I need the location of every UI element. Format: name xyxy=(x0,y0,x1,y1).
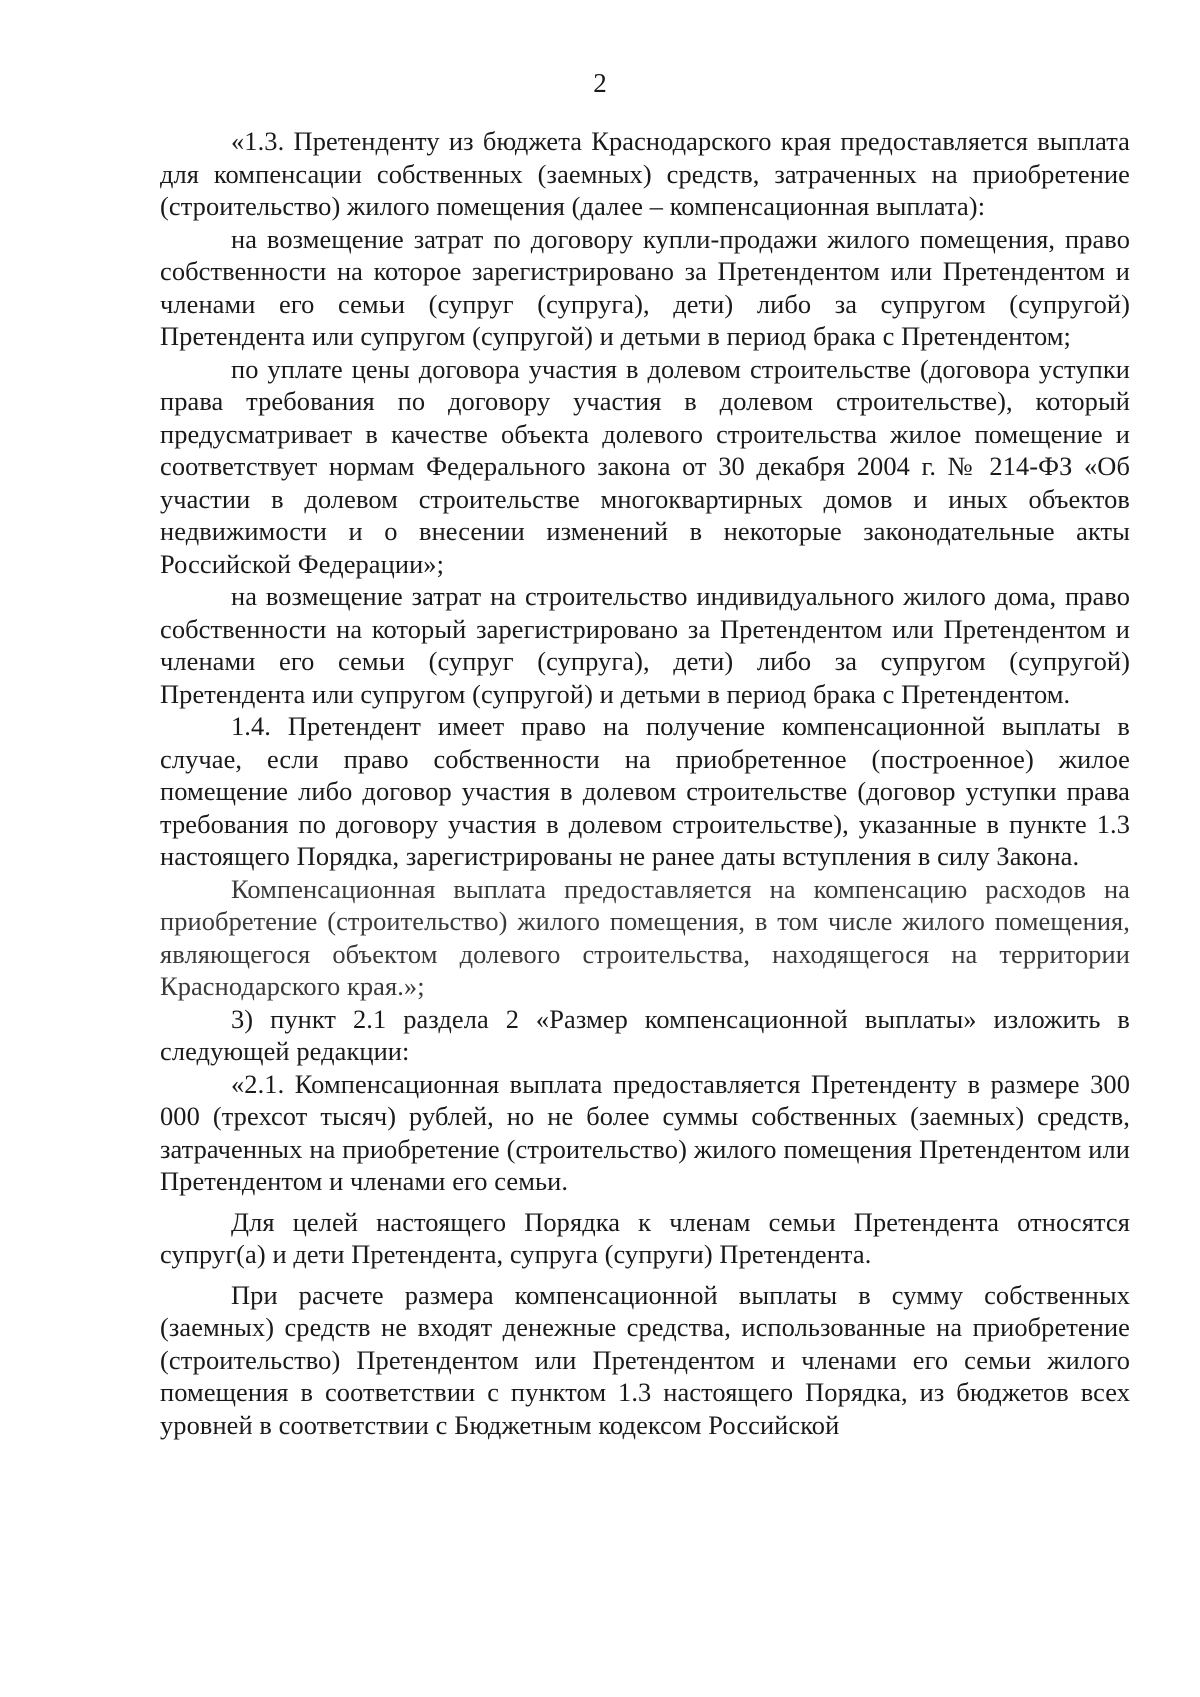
paragraph-item-3: 3) пункт 2.1 раздела 2 «Размер компенсационной выплаты» изложить в следующей редакции: xyxy=(160,1003,1130,1066)
paragraph-2-1: «2.1. Компенсационная выплата предоставляется Претенденту в размере 300 000 (трехсот тысяч) рублей, но не более суммы собственных (заемных) средств, затраченных на приобретение (строительство) жилого помещения Претендентом или Претендентом и членами его семьи. xyxy=(160,1068,1130,1196)
paragraph-purchase-contract: на возмещение затрат по договору купли-продажи жилого помещения, право собственности на которое зарегистрировано за Претендентом или Претендентом и членами его семьи (супруг (супруга), дети) либо за супругом (супругой) Претендента или супругом (супругой) и детьми в период брака с Претендентом; xyxy=(160,223,1130,351)
paragraph-compensation-scope: Компенсационная выплата предоставляется на компенсацию расходов на приобретение (строительство) жилого помещения, в том числе жилого помещения, являющегося объектом долевого строительства, находящегося на территории Краснодарского края.»; xyxy=(160,873,1130,1001)
page-number: 2 xyxy=(593,68,607,98)
document-body xyxy=(160,125,1130,1441)
paragraph-calculation: При расчете размера компенсационной выплаты в сумму собственных (заемных) средств не входят денежные средства, использованные на приобретение (строительство) Претендентом или Претендентом и членами его семьи жилого помещения в соответствии с пунктом 1.3 настоящего Порядка, из бюджетов всех уровней в соответствии с Бюджетным кодексом Российской xyxy=(160,1279,1130,1440)
paragraph-individual-house: на возмещение затрат на строительство индивидуального жилого дома, право собственности на который зарегистрировано за Претендентом или Претендентом и членами его семьи (супруг (супруга), дети) либо за супругом (супругой) Претендента или супругом (супругой) и детьми в период брака с Претендентом. xyxy=(160,581,1130,709)
paragraph-family-members: Для целей настоящего Порядка к членам семьи Претендента относятся супруг(а) и дети Претендента, супруга (супруги) Претендента. xyxy=(160,1206,1130,1269)
paragraph-1-3: «1.3. Претенденту из бюджета Краснодарского края предоставляется выплата для компенсации собственных (заемных) средств, затраченных на приобретение (строительство) жилого помещения (далее – компенсационная выплата): xyxy=(160,126,1130,221)
paragraph-shared-construction: по уплате цены договора участия в долевом строительстве (договора уступки права требования по договору участия в долевом строительстве), который предусматривает в качестве объекта долевого строительства жилое помещение и соответствует нормам Федерального закона от 30 декабря 2004 г. № 214-ФЗ «Об участии в долевом строительстве многоквартирных домов и иных объектов недвижимости и о внесении изменений в некоторые законодательные акты Российской Федерации»; xyxy=(160,353,1130,579)
paragraph-1-4: 1.4. Претендент имеет право на получение компенсационной выплаты в случае, если право собственности на приобретенное (построенное) жилое помещение либо договор участия в долевом строительстве (договор уступки права требования по договору участия в долевом строительстве), указанные в пункте 1.3 настоящего Порядка, зарегистрированы не ранее даты вступления в силу Закона. xyxy=(160,711,1130,871)
